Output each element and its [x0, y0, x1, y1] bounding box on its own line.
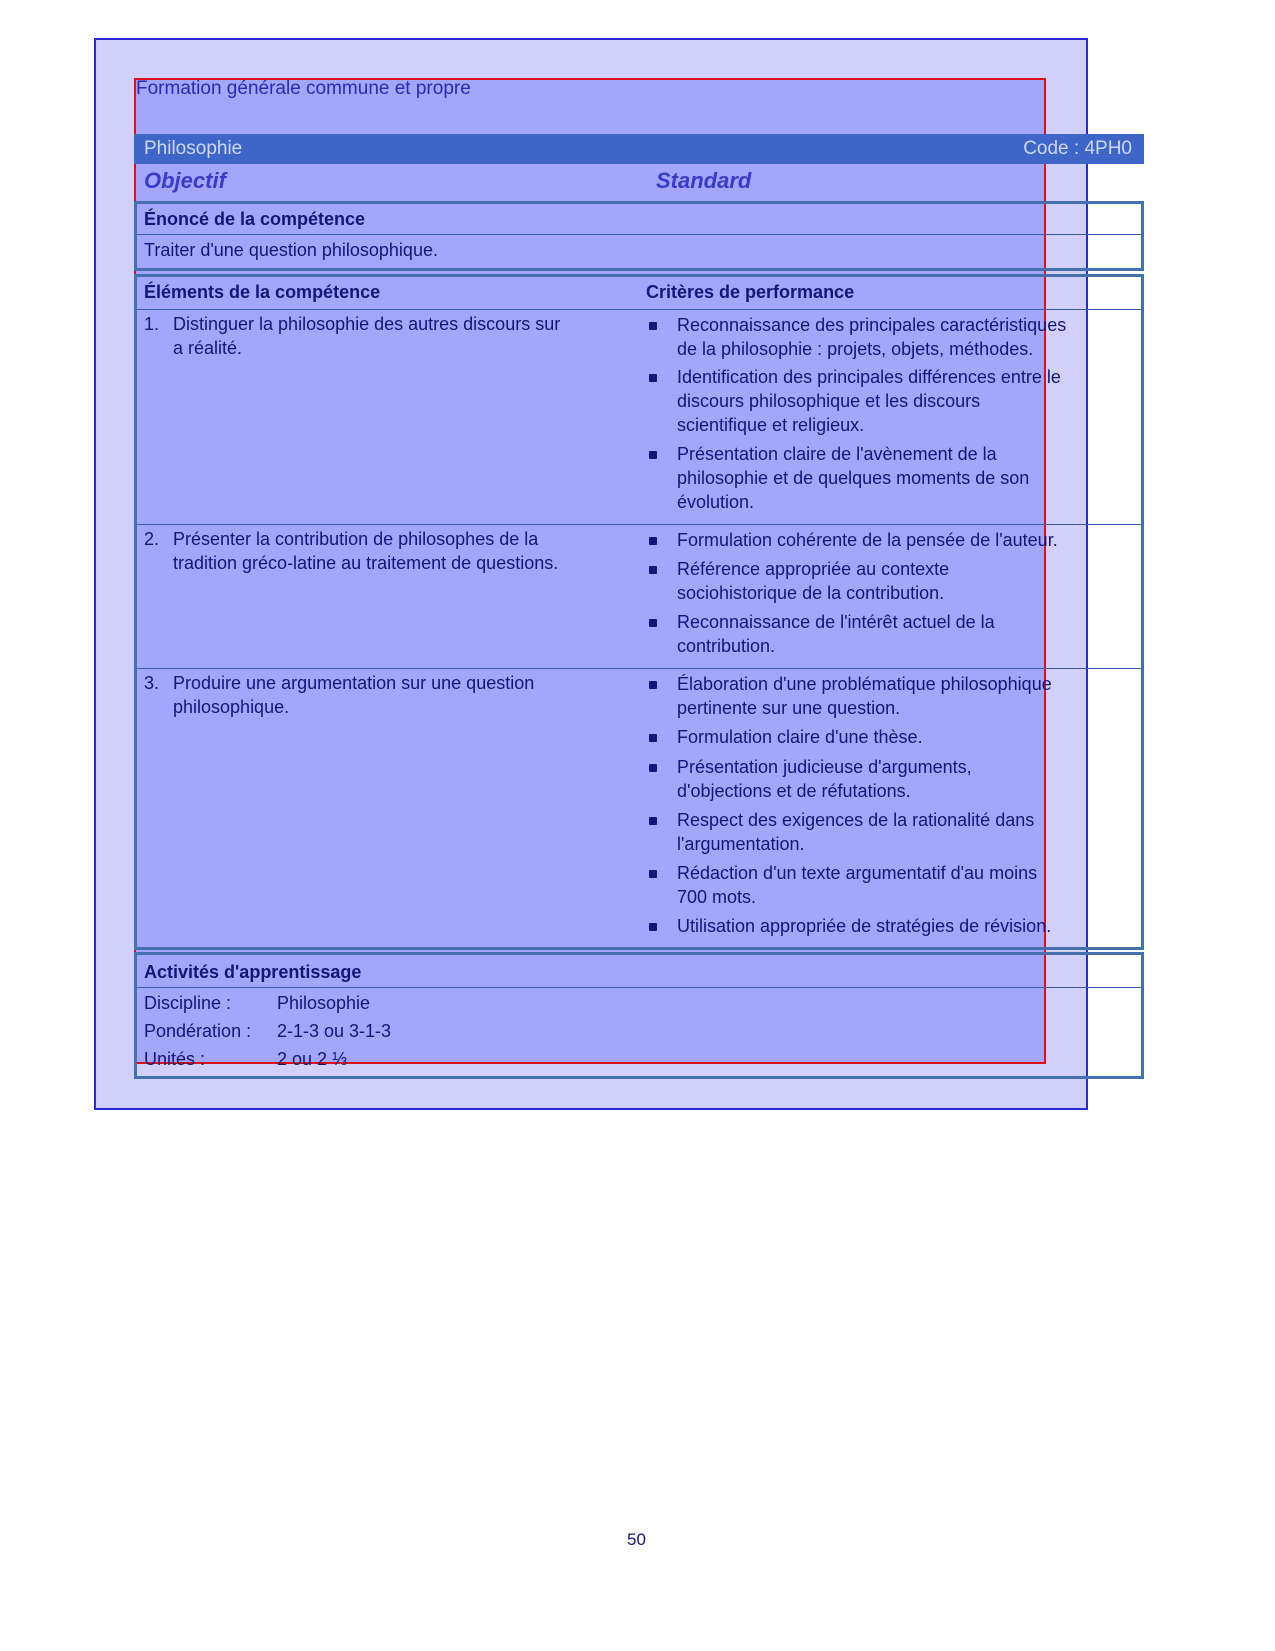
criterion-text: 700 mots. — [677, 887, 757, 907]
criterion-text: Reconnaissance des principales caractéristiques — [677, 315, 1067, 335]
criterion-text: Formulation cohérente de la pensée de l'auteur. — [677, 530, 1058, 550]
element-text: tradition gréco-latine au traitement de questions. — [173, 553, 559, 573]
units-label: Unités : — [144, 1049, 206, 1069]
criterion-text: scientifique et religieux. — [677, 415, 865, 435]
section-title: Formation générale commune et propre — [136, 78, 471, 99]
bullet-icon — [649, 923, 657, 931]
bullet-icon — [649, 619, 657, 627]
activities-heading: Activités d'apprentissage — [144, 962, 362, 982]
bullet-icon — [649, 734, 657, 742]
weighting-value: 2-1-3 ou 3-1-3 — [277, 1021, 392, 1041]
competence-divider — [137, 234, 1141, 235]
discipline-label: Discipline : — [144, 993, 232, 1013]
criterion-text: pertinente sur une question. — [677, 698, 901, 718]
criterion-text: Reconnaissance de l'intérêt actuel de la — [677, 612, 995, 632]
objective-heading: Objectif — [144, 168, 226, 193]
weighting-label: Pondération : — [144, 1021, 252, 1041]
discipline-value: Philosophie — [277, 993, 371, 1013]
bullet-icon — [649, 870, 657, 878]
row-number: 2. — [144, 529, 160, 549]
elements-heading: Éléments de la compétence — [144, 282, 381, 302]
criterion-text: contribution. — [677, 636, 776, 656]
table-header-divider — [137, 309, 1141, 310]
element-text: Distinguer la philosophie des autres discours sur — [173, 314, 561, 334]
row-divider-2 — [137, 668, 1141, 669]
criterion-text: d'objections et de réfutations. — [677, 781, 911, 801]
element-text: a réalité. — [173, 338, 243, 358]
criterion-text: Identification des principales différences entre le — [677, 367, 1061, 387]
standard-heading: Standard — [656, 168, 752, 193]
page-number: 50 — [627, 1530, 646, 1549]
criterion-text: l'argumentation. — [677, 834, 805, 854]
bullet-icon — [649, 817, 657, 825]
activities-divider — [137, 987, 1141, 988]
criterion-text: Élaboration d'une problématique philosophique — [677, 674, 1052, 694]
criterion-text: sociohistorique de la contribution. — [677, 583, 945, 603]
criterion-text: Présentation judicieuse d'arguments, — [677, 757, 972, 777]
bullet-icon — [649, 322, 657, 330]
competence-heading: Énoncé de la compétence — [144, 209, 366, 229]
bullet-icon — [649, 681, 657, 689]
criterion-text: Rédaction d'un texte argumentatif d'au moins — [677, 863, 1038, 883]
course-code: Code : 4PH0 — [1023, 138, 1132, 159]
competence-statement: Traiter d'une question philosophique. — [144, 240, 438, 260]
criterion-text: évolution. — [677, 492, 755, 512]
element-text: Produire une argumentation sur une question — [173, 673, 535, 693]
criterion-text: Formulation claire d'une thèse. — [677, 727, 923, 747]
bullet-icon — [649, 451, 657, 459]
criterion-text: Utilisation appropriée de stratégies de révision. — [677, 916, 1052, 936]
criterion-text: Présentation claire de l'avènement de la — [677, 444, 997, 464]
row-number: 1. — [144, 314, 160, 334]
element-text: philosophique. — [173, 697, 290, 717]
element-text: Présenter la contribution de philosophes de la — [173, 529, 539, 549]
criterion-text: Référence appropriée au contexte — [677, 559, 950, 579]
course-title-bar — [134, 134, 1144, 164]
units-value: 2 ou 2 ⅓ — [277, 1049, 348, 1069]
bullet-icon — [649, 566, 657, 574]
bullet-icon — [649, 374, 657, 382]
criterion-text: de la philosophie : projets, objets, méthodes. — [677, 339, 1034, 359]
bullet-icon — [649, 537, 657, 545]
course-discipline: Philosophie — [144, 138, 243, 159]
criterion-text: Respect des exigences de la rationalité dans — [677, 810, 1035, 830]
row-divider-1 — [137, 524, 1141, 525]
criteria-heading: Critères de performance — [646, 282, 855, 302]
bullet-icon — [649, 764, 657, 772]
criterion-text: discours philosophique et les discours — [677, 391, 981, 411]
criterion-text: philosophie et de quelques moments de son — [677, 468, 1030, 488]
row-number: 3. — [144, 673, 160, 693]
